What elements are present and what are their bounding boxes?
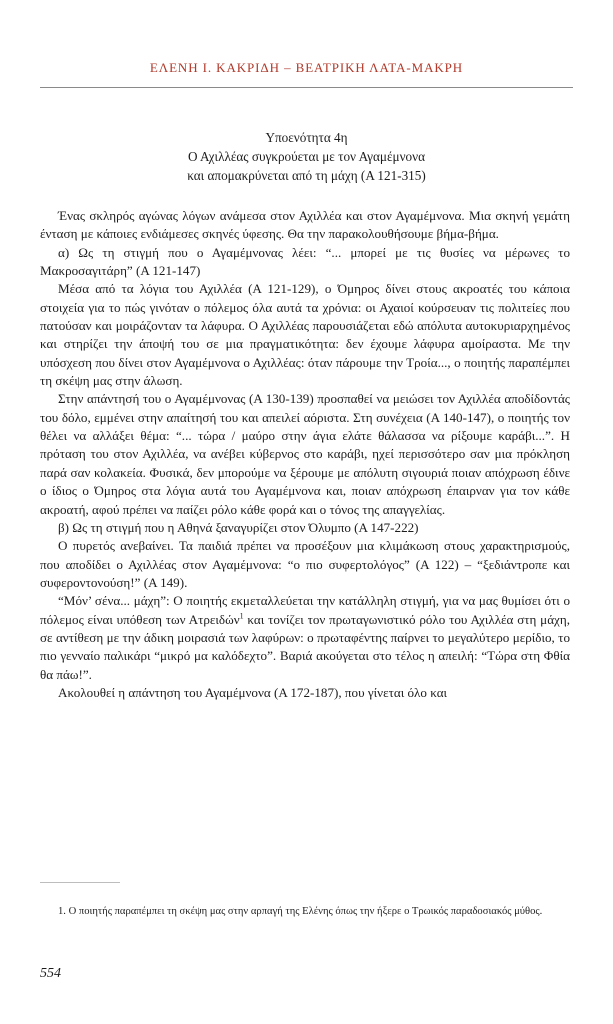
page-number: 554 <box>40 966 61 981</box>
paragraph-intro: Ένας σκληρός αγώνας λόγων ανάμεσα στον Αχιλλέα και στον Αγαμέμνονα. Μια σκηνή γεμάτη ένταση με κάποιες ενδιάμεσες σκηνές ύφεσης. Θα την παρακολουθήσουμε βήμα-βήμα. <box>40 208 570 242</box>
section-heading <box>40 128 573 185</box>
header-rule <box>40 87 573 88</box>
footnote: 1. Ο ποιητής παραπέμπει τη σκέψη μας στην αρπαγή της Ελένης όπως την ήξερε ο Τρωικός παραδοσιακός μύθος. <box>58 906 543 917</box>
paragraph-agamemnon-answer: Ακολουθεί η απάντηση του Αγαμέμνονα (Α 172-187), που γίνεται όλο και <box>58 684 448 700</box>
footnote-rule <box>40 882 120 883</box>
section-title-line-2: και απομακρύνεται από τη μάχη (Α 121-315) <box>187 168 426 183</box>
paragraph-agamemnon-reply: Στην απάντησή του ο Αγαμέμνονας (Α 130-139) προσπαθεί να μειώσει τον Αχιλλέα αποδίδοντάς του δόλο, εμμένει στην απαίτησή του και απειλεί αόριστα. Στη συνέχεια (Α 140-147), ο ποιητής τον θέλει να αλλάξει θέμα: “... τώρα / μαύρο στην άγια ελάτε θάλασσα να ρίξουμε καράβι...”. Η πρόταση του στον Αχιλλέα, να ανέβει κύβερνος στο καράβι, ηχεί περισσότερο σαν μια πρόκληση παρά σαν κολακεία. Φυσικά, δεν μπορούμε να ξέρουμε με απόλυτη σιγουριά ποιαν απόχρωση έδινε ο ίδιος ο Όμηρος στα λόγια αυτά του Αγαμέμνονα και, ποιαν απόχρωση έπαιρναν για τον κάθε ακροατή, αφού πρέπει να παίζει ρόλο κάθε φορά και ο τόνος της απαγγελίας. <box>40 391 570 517</box>
running-head: ΕΛΕΝΗ Ι. ΚΑΚΡΙΔΗ – ΒΕΑΤΡΙΚΗ ΛΑΤΑ-ΜΑΚΡΗ <box>149 60 464 75</box>
paragraph-subsection-b-heading: β) Ως τη στιγμή που η Αθηνά ξαναγυρίζει στον Όλυμπο (Α 147-222) <box>58 519 419 535</box>
paragraph-fever-rises: Ο πυρετός ανεβαίνει. Τα παιδιά πρέπει να προσέξουν μια κλιμάκωση στους χαρακτηρισμούς, που αποδίδει ο Αχιλλέας στον Αγαμέμνονα: “ο πιο συφερτολόγος” (Α 122) – “ξεδιάντροπε και συφεροντονούση!” (Α 149). <box>40 538 570 590</box>
paragraph-mon-sena-end: και τονίζει τον πρωταγωνιστικό ρόλο του Αχιλλέα στη μάχη, σε αντίθεση με την άδικη μοιρασιά των λαφύρων: ο πρωταφέντης παίρνει το μεγαλύτερο μερίδιο, το πιο γενναίο παλικάρι “μικρό μα καλόδεχτο”. Βαριά ακούγεται στο τέλος η απειλή: “Τώρα στη Φθία θα πάω!”. <box>40 611 570 682</box>
footnote-reference: 1 <box>239 611 244 621</box>
section-label: Υποενότητα 4η <box>265 130 348 145</box>
paragraph-mon-sena-start: “Μόν’ σένα... μάχη”: Ο ποιητής εκμεταλλεύεται την κατάλληλη στιγμή, για να μας θυμίσει ότι ο πόλεμος είναι υπόθεση των Ατρειδών <box>40 593 570 627</box>
paragraph-mon-sena <box>40 592 570 684</box>
body-text <box>40 207 570 702</box>
section-title-line-1: Ο Αχιλλέας συγκρούεται με τον Αγαμέμνονα <box>187 149 426 164</box>
paragraph-subsection-a-heading: α) Ως τη στιγμή που ο Αγαμέμνονας λέει: “... μπορεί με τις θυσίες να μέρωνες το Μακροσαγιτάρη” (Α 121-147) <box>40 244 570 279</box>
paragraph-achilles-words: Μέσα από τα λόγια του Αχιλλέα (Α 121-129), ο Όμηρος δίνει στους ακροατές του κάποια στοιχεία για το πώς γινόταν ο πόλεμος όλα αυτά τα χρόνια: οι Αχαιοί κούρσευαν τις πολιτείες που πατούσαν και μοιράζονταν τα λάφυρα. Ο Αχιλλέας παρουσιάζεται εδώ απόλυτα αυτοκυριαρχημένος και στηρίζει την άποψή του σε μια πραγματικότητα: δεν έχουμε λάφυρα αμοίραστα. Με την υπόσχεση που δίνει στον Αγαμέμνονα ο Αχιλλέας: όταν πάρουμε την Τροία..., ο ποιητής παραπέμπει τη σκέψη μας στην άλωση. <box>40 281 570 389</box>
